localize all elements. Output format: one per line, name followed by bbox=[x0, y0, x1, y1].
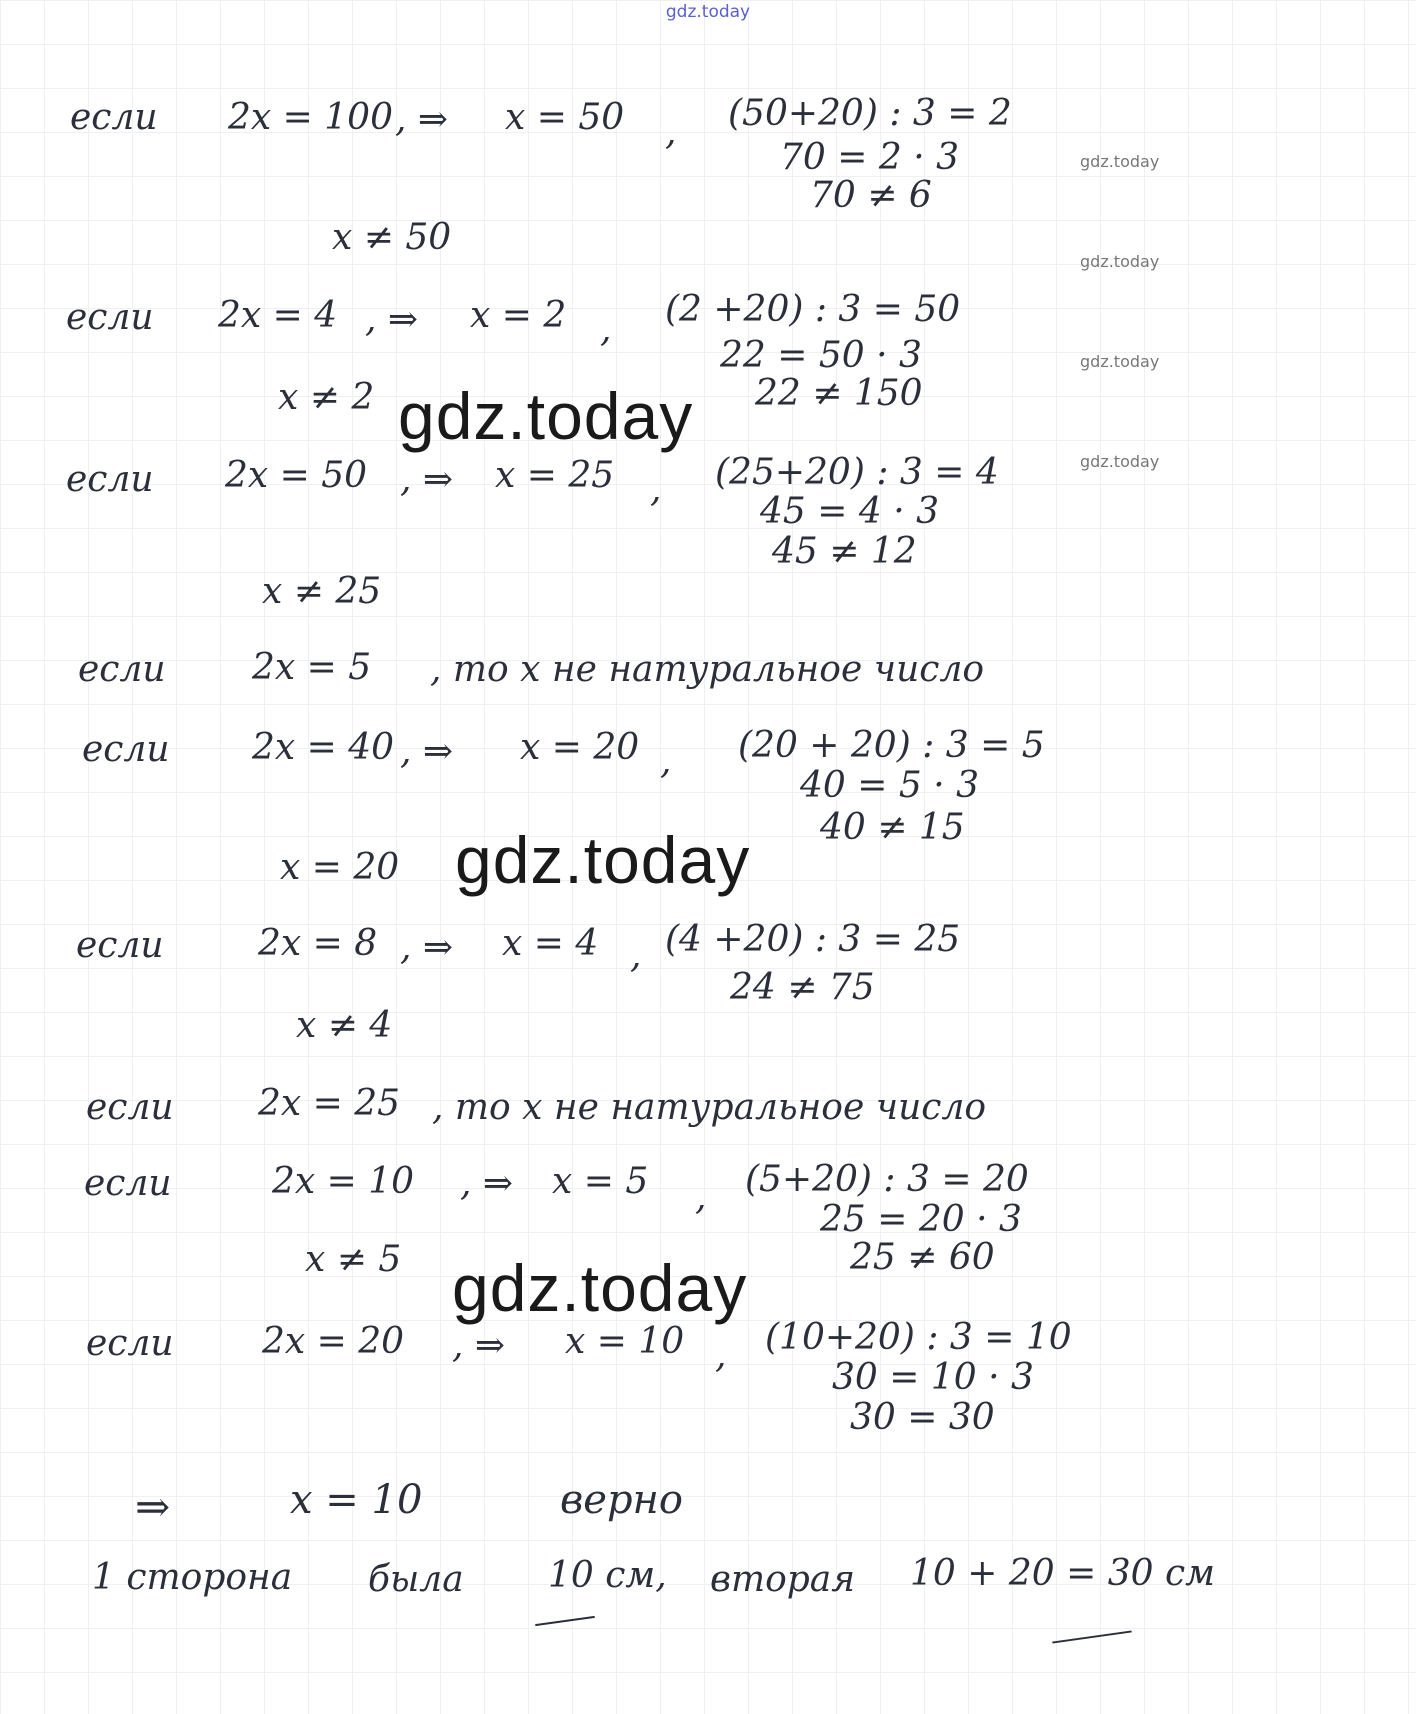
case-comma: , bbox=[695, 1177, 707, 1218]
case-lead: если bbox=[76, 925, 164, 966]
watermark-small: gdz.today bbox=[1080, 452, 1160, 471]
check-line: 40 ≠ 15 bbox=[820, 807, 965, 848]
check-line: 45 ≠ 12 bbox=[772, 531, 917, 572]
case-arrow: , ⇒ bbox=[395, 99, 449, 140]
case-x-value: x = 5 bbox=[552, 1161, 649, 1202]
case-lead: если bbox=[84, 1163, 172, 1204]
check-line: 30 = 30 bbox=[850, 1397, 995, 1438]
case-equation: 2x = 5 bbox=[252, 647, 372, 688]
case-arrow: , ⇒ bbox=[400, 731, 454, 772]
check-line: 45 = 4 · 3 bbox=[760, 491, 939, 532]
underline-mark bbox=[1052, 1630, 1131, 1643]
case-equation: 2x = 25 bbox=[258, 1083, 401, 1124]
check-line: (2 +20) : 3 = 50 bbox=[665, 289, 961, 330]
case-x-value: x = 4 bbox=[502, 923, 599, 964]
watermark-small: gdz.today bbox=[1080, 152, 1160, 171]
case-comma: , bbox=[665, 112, 677, 153]
watermark-large: gdz.today bbox=[452, 1251, 748, 1325]
case-note: , то x не натуральное число bbox=[432, 1087, 987, 1128]
watermark-small: gdz.today bbox=[1080, 352, 1160, 371]
answer-value1: 10 см, bbox=[548, 1555, 667, 1596]
case-lead: если bbox=[86, 1323, 174, 1364]
answer-word: была bbox=[368, 1559, 464, 1600]
case-arrow: , ⇒ bbox=[400, 927, 454, 968]
case-lead: если bbox=[78, 649, 166, 690]
case-comma: , bbox=[600, 309, 612, 350]
case-equation: 2x = 40 bbox=[252, 727, 395, 768]
case-equation: 2x = 10 bbox=[272, 1161, 415, 1202]
check-line: (20 + 20) : 3 = 5 bbox=[738, 725, 1045, 766]
case-equation: 2x = 4 bbox=[218, 295, 338, 336]
check-line: 22 = 50 · 3 bbox=[720, 335, 922, 376]
watermark-top: gdz.today bbox=[665, 2, 751, 22]
case-x-value: x = 10 bbox=[565, 1321, 685, 1362]
check-line: (5+20) : 3 = 20 bbox=[745, 1159, 1029, 1200]
result-verdict: верно bbox=[560, 1477, 683, 1523]
case-arrow: , ⇒ bbox=[365, 299, 419, 340]
case-arrow: , ⇒ bbox=[400, 459, 454, 500]
watermark-small: gdz.today bbox=[1080, 252, 1160, 271]
result-x: x = 10 bbox=[290, 1477, 423, 1523]
check-line: 30 = 10 · 3 bbox=[832, 1357, 1034, 1398]
case-conclusion: x ≠ 5 bbox=[305, 1239, 402, 1280]
case-arrow: , ⇒ bbox=[452, 1325, 506, 1366]
case-x-value: x = 50 bbox=[505, 97, 625, 138]
case-conclusion: x ≠ 25 bbox=[262, 571, 382, 612]
case-note: , то x не натуральное число bbox=[430, 649, 985, 690]
answer-word: вторая bbox=[710, 1559, 856, 1600]
case-equation: 2x = 100 bbox=[228, 97, 393, 138]
watermark-large: gdz.today bbox=[398, 379, 694, 453]
case-conclusion: x ≠ 4 bbox=[296, 1005, 393, 1046]
case-arrow: , ⇒ bbox=[460, 1163, 514, 1204]
case-comma: , bbox=[660, 741, 672, 782]
case-comma: , bbox=[630, 935, 642, 976]
case-x-value: x = 2 bbox=[470, 295, 567, 336]
case-conclusion: x = 20 bbox=[280, 847, 400, 888]
check-line: 25 = 20 · 3 bbox=[820, 1199, 1022, 1240]
case-comma: , bbox=[715, 1335, 727, 1376]
case-lead: если bbox=[70, 97, 158, 138]
case-lead: если bbox=[66, 297, 154, 338]
case-conclusion: x ≠ 2 bbox=[278, 377, 375, 418]
check-line: 40 = 5 · 3 bbox=[800, 765, 979, 806]
case-conclusion: x ≠ 50 bbox=[332, 217, 452, 258]
case-equation: 2x = 8 bbox=[258, 923, 378, 964]
case-x-value: x = 20 bbox=[520, 727, 640, 768]
case-lead: если bbox=[66, 459, 154, 500]
answer-value2: 10 + 20 = 30 см bbox=[910, 1553, 1215, 1594]
implies-arrow: ⇒ bbox=[135, 1482, 171, 1531]
case-equation: 2x = 50 bbox=[225, 455, 368, 496]
case-lead: если bbox=[86, 1087, 174, 1128]
answer-side1: 1 сторона bbox=[92, 1557, 293, 1598]
underline-mark bbox=[535, 1616, 595, 1626]
watermark-large: gdz.today bbox=[455, 823, 751, 897]
check-line: (10+20) : 3 = 10 bbox=[765, 1317, 1072, 1358]
case-lead: если bbox=[82, 729, 170, 770]
check-line: (4 +20) : 3 = 25 bbox=[665, 919, 961, 960]
case-equation: 2x = 20 bbox=[262, 1321, 405, 1362]
check-line: (50+20) : 3 = 2 bbox=[728, 93, 1012, 134]
case-comma: , bbox=[650, 469, 662, 510]
check-line: 70 ≠ 6 bbox=[810, 175, 932, 216]
check-line: 25 ≠ 60 bbox=[850, 1237, 995, 1278]
check-line: 70 = 2 · 3 bbox=[780, 137, 959, 178]
check-line: (25+20) : 3 = 4 bbox=[715, 452, 999, 493]
check-line: 22 ≠ 150 bbox=[755, 373, 923, 414]
check-line: 24 ≠ 75 bbox=[730, 967, 875, 1008]
case-x-value: x = 25 bbox=[495, 455, 615, 496]
